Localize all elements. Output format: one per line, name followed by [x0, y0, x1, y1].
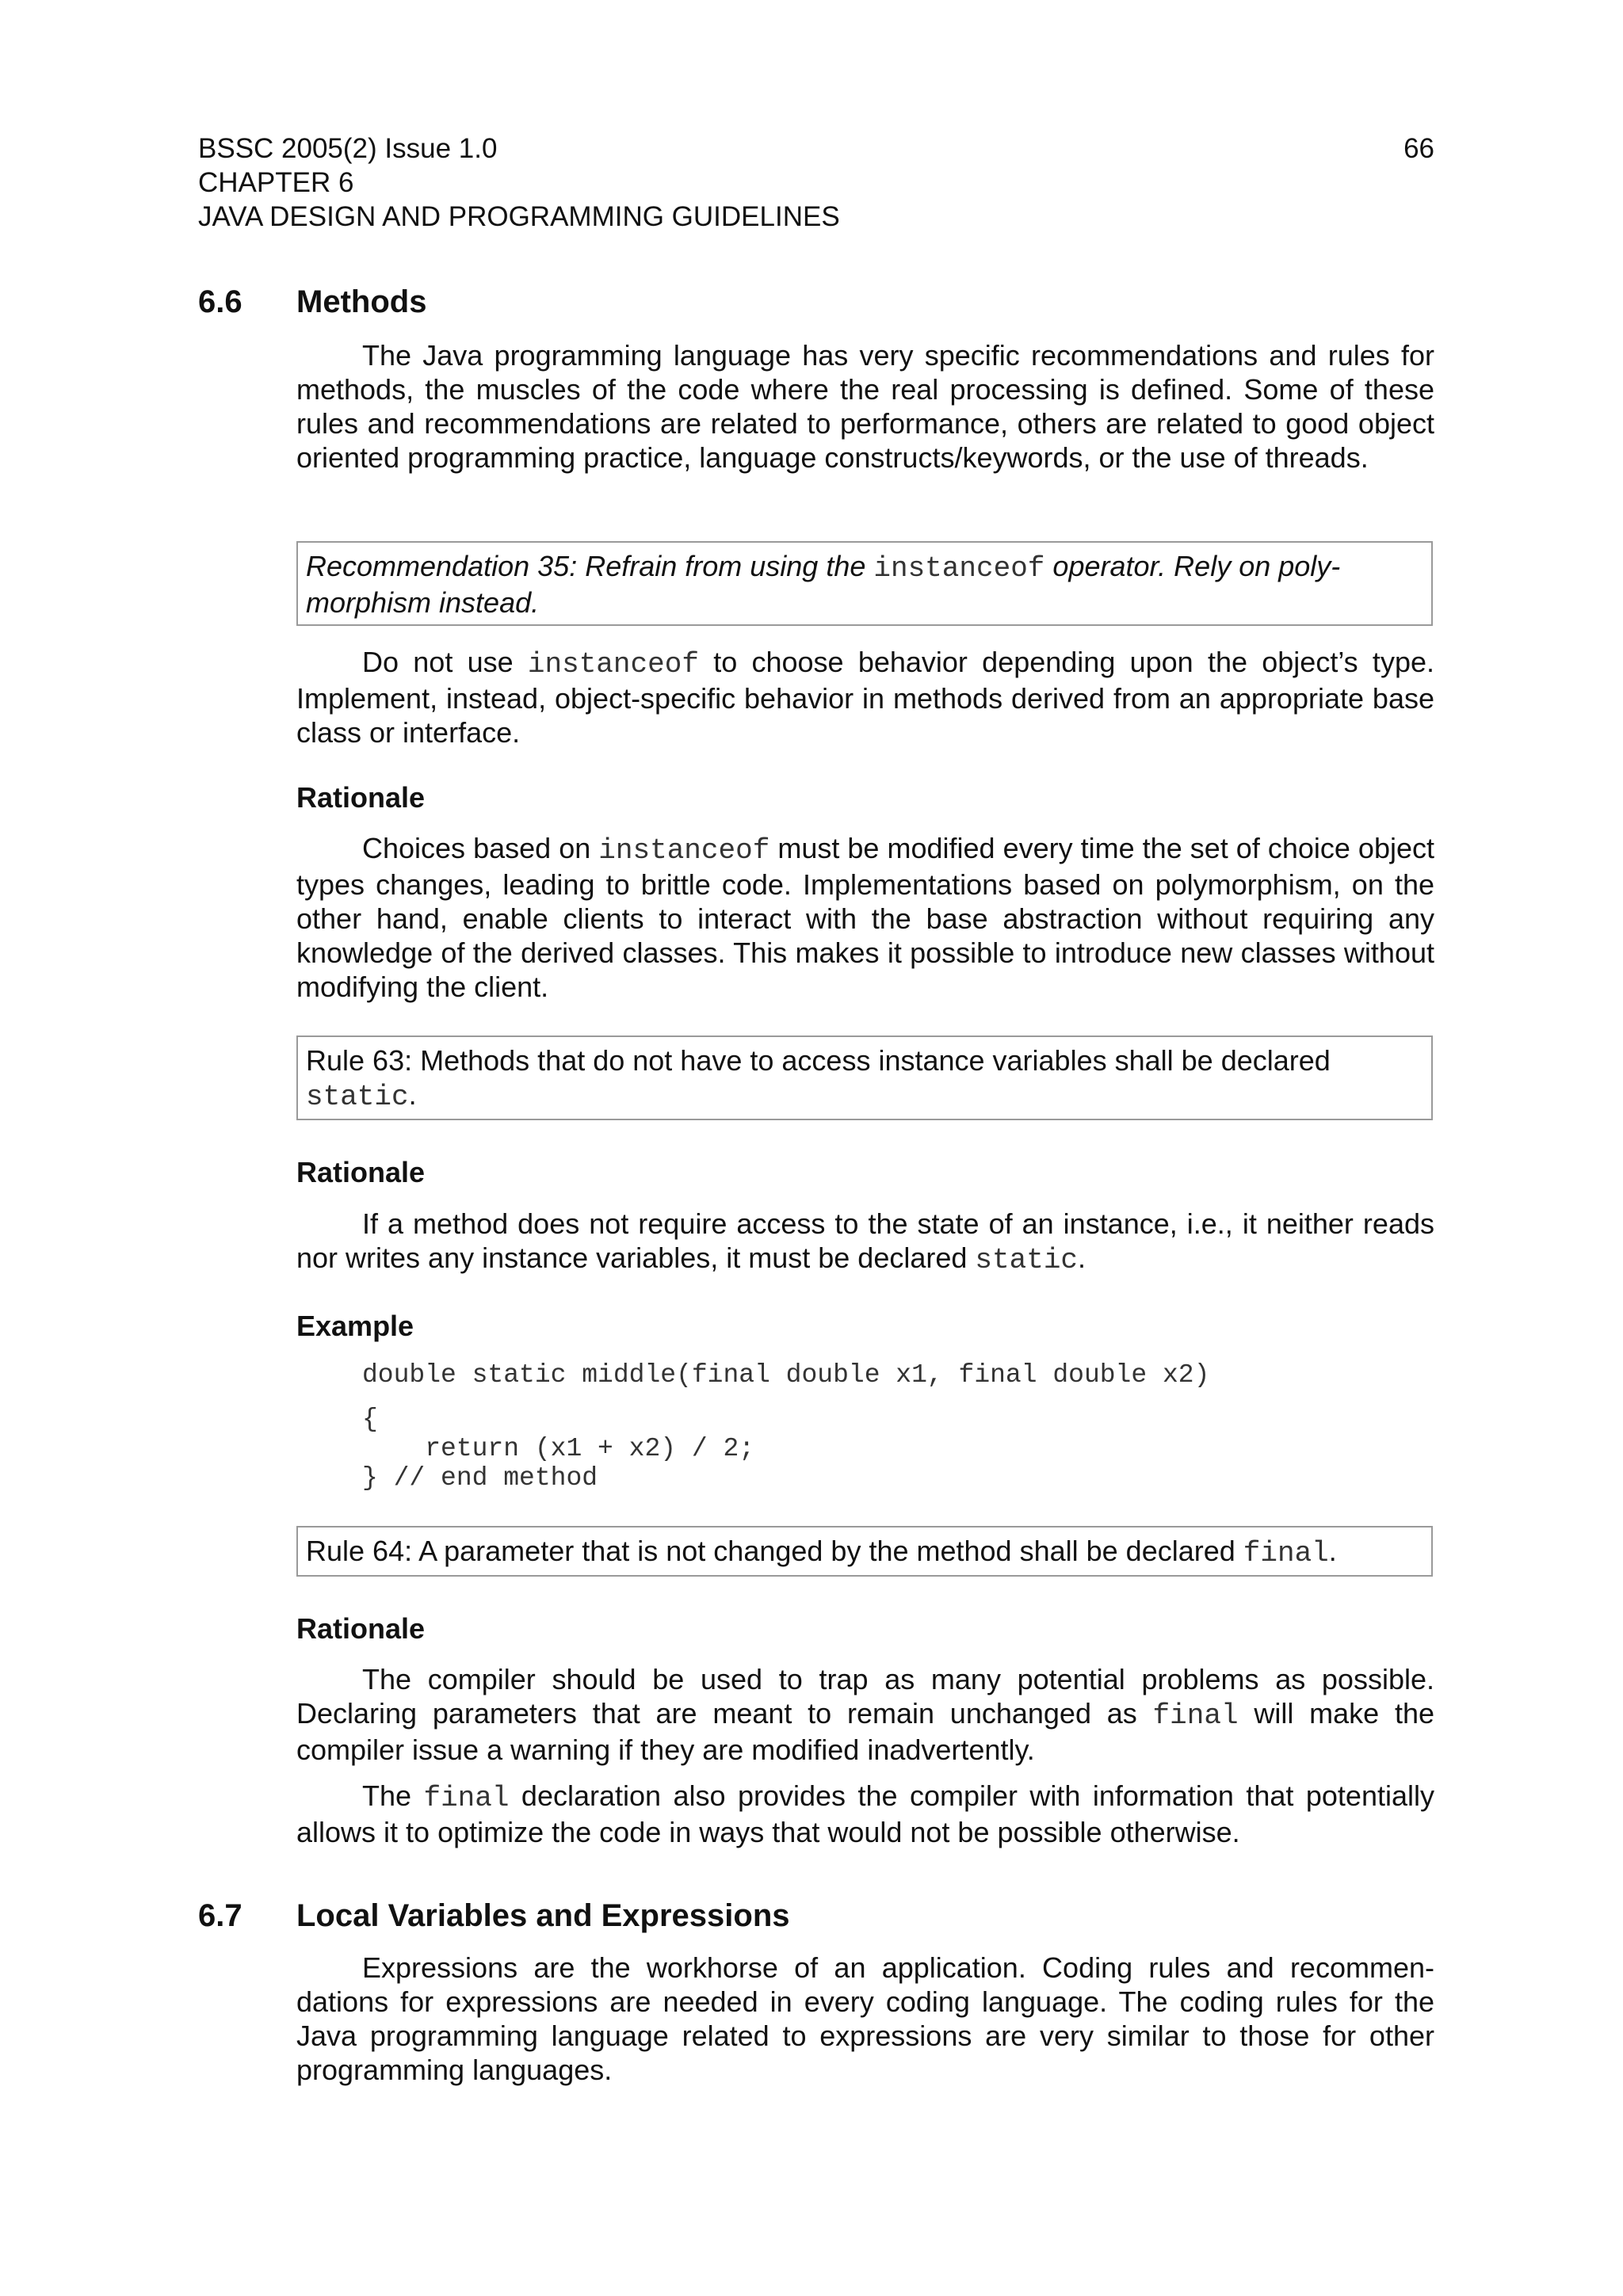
rationale-2-code: static: [975, 1244, 1079, 1276]
section-number-6-7: 6.7: [198, 1898, 242, 1933]
methods-intro-paragraph: The Java programming language has very specific recommendations and rules for methods, the muscles of the code where the real processing is defined. Some of these rules and recommendations are related to performance, others are related to good object oriented programming practice, language constructs/keywords, or the use of threads.: [296, 339, 1434, 474]
document-id: BSSC 2005(2) Issue 1.0: [198, 133, 498, 164]
rationale-3-p1-text-before: The compiler should be used to trap as many potential problems as possible. Declaring parameters that are meant to remain unchanged as: [296, 1663, 1434, 1730]
section-title: Methods: [296, 284, 427, 319]
rationale-2-block: [296, 1207, 1434, 1277]
rule63-code: static: [306, 1081, 409, 1113]
rule63-text-before: Rule 63: Methods that do not have to access instance variables shall be declared: [306, 1044, 1331, 1077]
rationale-heading-2: Rationale: [296, 1156, 426, 1188]
rationale-3-paragraph-1: [296, 1662, 1434, 1767]
expressions-intro-block: [296, 1951, 1434, 2087]
section-title-6-7: Local Variables and Expressions: [296, 1898, 790, 1933]
section-heading-6-6: [198, 282, 426, 322]
rationale-2-paragraph: [296, 1207, 1434, 1277]
page-number: 66: [1403, 133, 1434, 164]
rationale-3-p2-text-after: declaration also provides the compiler with information that potentially allows it to optimize the code in ways that would not be possible otherwise.: [296, 1779, 1434, 1848]
rec35-code: instanceof: [873, 552, 1045, 585]
chapter-title: JAVA DESIGN AND PROGRAMMING GUIDELINES: [198, 201, 840, 232]
rationale-3-p1-code: final: [1152, 1699, 1239, 1732]
rationale-1-text-before: Choices based on: [362, 832, 599, 864]
rec35-text-before: Recommendation 35: Refrain from using the: [306, 550, 874, 582]
rationale-heading-3: Rationale: [296, 1612, 426, 1645]
example-code-line-3: return (x1 + x2) / 2;: [362, 1434, 755, 1463]
rationale-1-text-after: must be modified every time the set of choice object types changes, leading to brittle code. Implementations based on polymorphism, on the other hand, enable clients to interact with the base abstraction without requiring any knowledge of the derived classes. This makes it possible to introduce new classes without modifying the client.: [296, 832, 1434, 1003]
rec35-body-text-before: Do not use: [362, 646, 528, 678]
section-heading-6-7: [198, 1896, 790, 1936]
rationale-3-p1-text-after: will make the compiler issue a warning if they are modified inadvertently.: [296, 1697, 1434, 1766]
rule-64-box: [296, 1526, 1433, 1577]
rationale-2-text-after: .: [1078, 1241, 1086, 1274]
section-number: 6.6: [198, 284, 242, 319]
rule64-text-before: Rule 64: A parameter that is not changed by the method shall be declared: [306, 1535, 1243, 1567]
rule-63-box: [296, 1035, 1433, 1120]
rule64-text-after: .: [1328, 1535, 1337, 1567]
rec35-body-text-after: to choose behavior depending upon the object’s type. Implement, instead, object-specific behavior in methods derived from an appropriate base class or interface.: [296, 646, 1434, 749]
rec35-body-code: instanceof: [527, 648, 699, 681]
rule63-text-after: .: [408, 1078, 417, 1111]
rec35-body-paragraph: [296, 645, 1434, 749]
methods-intro-block: [296, 338, 1434, 475]
example-code-line-1: double static middle(final double x1, final double x2): [362, 1360, 1210, 1390]
rationale-1-paragraph: [296, 831, 1434, 1004]
rationale-3-p2-text-before: The: [362, 1779, 424, 1812]
example-heading: Example: [296, 1310, 414, 1342]
rationale-3-p2-code: final: [423, 1782, 510, 1814]
rationale-1-block: [296, 831, 1434, 1004]
chapter-label: CHAPTER 6: [198, 167, 354, 198]
rec35-body-block: [296, 645, 1434, 749]
rationale-1-code: instanceof: [598, 834, 770, 867]
example-code-line-2: {: [362, 1405, 378, 1434]
rule64-code: final: [1243, 1537, 1329, 1569]
rationale-2-text-before: If a method does not require access to the state of an instance, i.e., it neither reads nor writes any instance variables, it must be declared: [296, 1207, 1434, 1274]
rec35-text-after: operator. Rely on polymorphism instead.: [306, 550, 1341, 619]
rationale-3-block: [296, 1662, 1434, 1767]
page-header: [198, 132, 1434, 234]
rationale-heading-1: Rationale: [296, 781, 426, 814]
example-code-line-4: } // end method: [362, 1463, 598, 1493]
rationale-3-paragraph-2: [296, 1779, 1434, 1849]
recommendation-35-box: [296, 541, 1433, 626]
expressions-intro-paragraph: Expressions are the workhorse of an application. Coding rules and recommendations for expressions are needed in every coding language. The coding rules for the Java programming language related to expressions are very similar to those for other programming languages.: [296, 1951, 1434, 2086]
rationale-3-block-2: [296, 1779, 1434, 1849]
